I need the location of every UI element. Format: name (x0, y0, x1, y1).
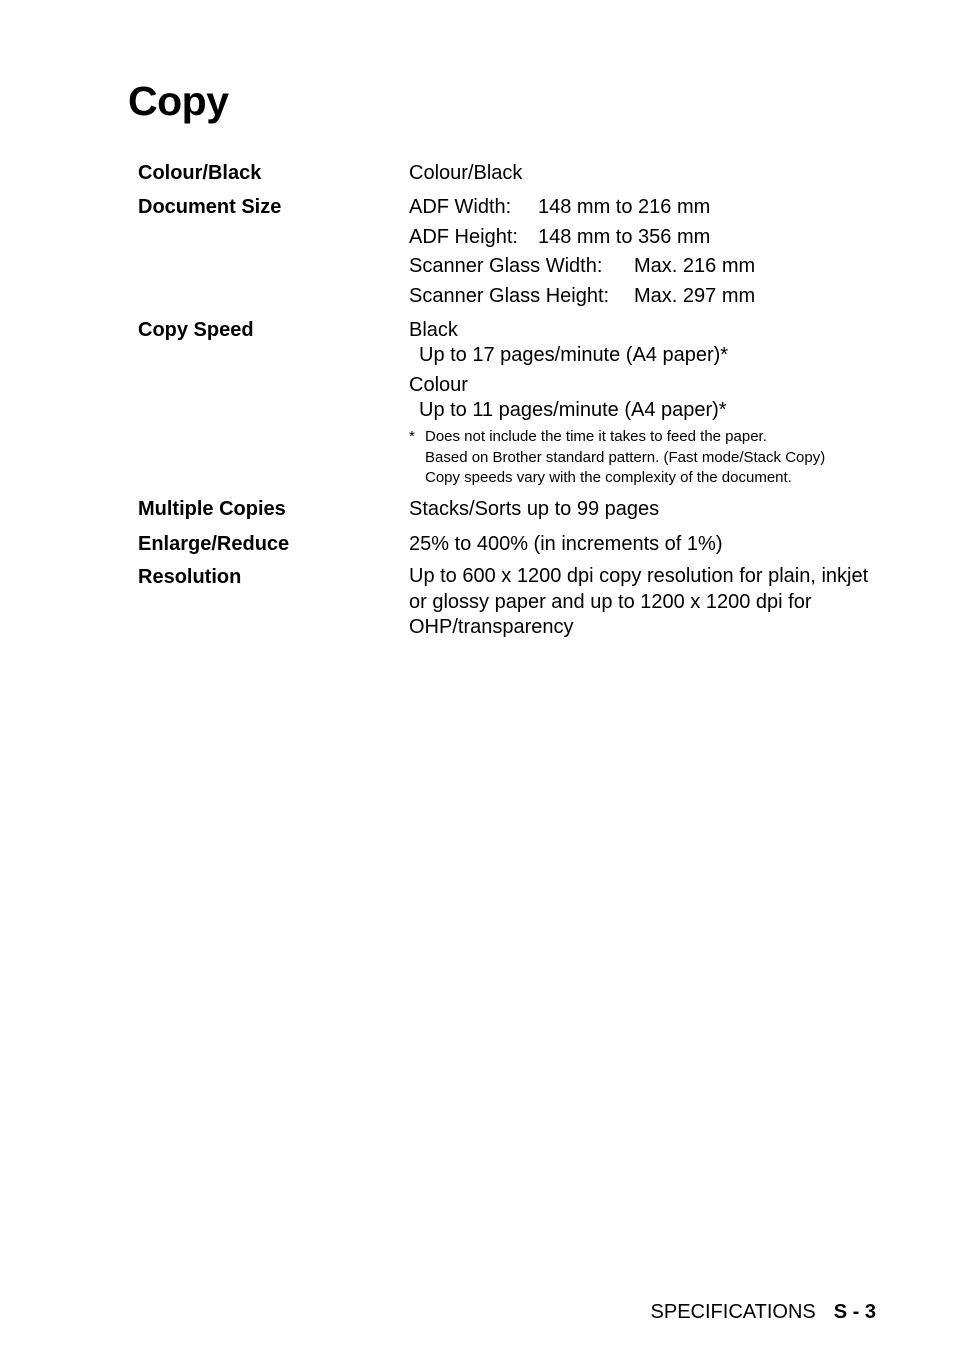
colour-black-value: Colour/Black (409, 162, 523, 184)
resolution-value (409, 564, 879, 641)
copy-speed-label: Copy Speed (138, 319, 254, 341)
multiple-copies-label: Multiple Copies (138, 498, 286, 520)
document-size-label: Document Size (138, 196, 282, 218)
copy-speed-black-heading: Black (409, 319, 458, 341)
page-title: Copy (128, 78, 229, 124)
scanner-glass-height-value: Max. 297 mm (634, 285, 756, 307)
enlarge-reduce-value: 25% to 400% (in increments of 1%) (409, 533, 723, 555)
adf-width-name: ADF Width: (409, 196, 512, 218)
resolution-line: Up to 600 x 1200 dpi copy resolution for plain, inkjet (409, 565, 869, 587)
resolution-line: OHP/transparency (409, 616, 574, 638)
adf-width-row (409, 195, 809, 219)
resolution-line: or glossy paper and up to 1200 x 1200 dpi for (409, 590, 812, 613)
copy-speed-colour-heading: Colour (409, 374, 468, 396)
page-number: S - 3 (833, 1301, 876, 1323)
scanner-glass-width-name: Scanner Glass Width: (409, 255, 603, 277)
enlarge-reduce-label: Enlarge/Reduce (138, 533, 290, 555)
resolution-label: Resolution (138, 566, 242, 588)
scanner-glass-height-name: Scanner Glass Height: (409, 285, 610, 307)
colour-black-label: Colour/Black (138, 162, 262, 184)
footnote-marker: * (409, 428, 415, 445)
scanner-glass-height-row (409, 284, 809, 308)
copy-speed-black-value: Up to 17 pages/minute (A4 paper)* (419, 344, 729, 366)
adf-width-value: 148 mm to 216 mm (538, 196, 711, 218)
scanner-glass-width-value: Max. 216 mm (634, 255, 756, 277)
copy-speed-colour-value: Up to 11 pages/minute (A4 paper)* (419, 399, 727, 421)
footnote-line: Copy speeds vary with the complexity of the document. (425, 469, 792, 486)
adf-height-row (409, 225, 809, 249)
page-footer (651, 1300, 876, 1324)
footer-section-name: SPECIFICATIONS (650, 1301, 816, 1323)
footnote-line: Does not include the time it takes to feed the paper. (425, 428, 767, 445)
scanner-glass-width-row (409, 254, 809, 278)
adf-height-value: 148 mm to 356 mm (538, 226, 711, 248)
footnote-line: Based on Brother standard pattern. (Fast mode/Stack Copy) (425, 448, 826, 466)
multiple-copies-value: Stacks/Sorts up to 99 pages (409, 498, 660, 520)
adf-height-name: ADF Height: (409, 226, 518, 248)
